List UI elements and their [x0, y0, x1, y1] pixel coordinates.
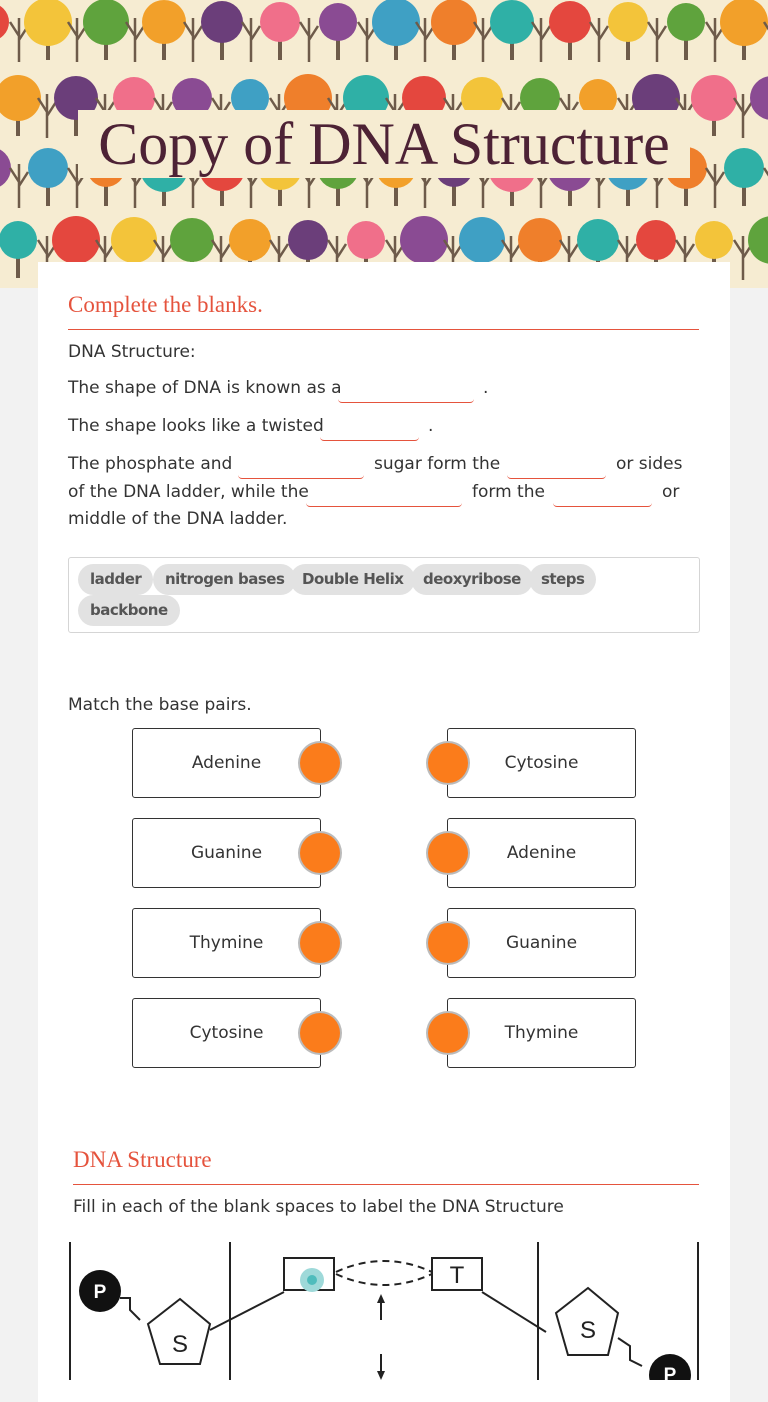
sugar-label: S	[171, 1331, 189, 1358]
match-connector-dot-right[interactable]	[428, 833, 468, 873]
match-left-item[interactable]: Guanine	[132, 818, 321, 888]
q1-text-after: .	[483, 378, 489, 398]
match-connector-dot-left[interactable]	[300, 743, 340, 783]
q3-text-part6: or	[662, 482, 680, 502]
match-connector-dot-left[interactable]	[300, 833, 340, 873]
match-left-item[interactable]: Cytosine	[132, 998, 321, 1068]
q3-text-part4: of the DNA ladder, while the	[68, 482, 309, 502]
q3-text-part2: sugar form the	[374, 454, 501, 474]
word-chip-backbone[interactable]: backbone	[78, 595, 180, 626]
blank-field-4[interactable]	[507, 459, 606, 479]
section-heading-blanks: Complete the blanks.	[68, 292, 263, 317]
match-connector-dot-right[interactable]	[428, 1013, 468, 1053]
word-bank	[68, 557, 700, 633]
header-banner	[0, 0, 768, 288]
sugar-label: S	[579, 1317, 597, 1344]
match-connector-dot-left[interactable]	[300, 1013, 340, 1053]
page-title: Copy of DNA Structure	[78, 110, 690, 178]
match-right-item[interactable]: Thymine	[447, 998, 636, 1068]
word-chip-deoxyribose[interactable]: deoxyribose	[411, 564, 533, 595]
section-divider	[68, 329, 699, 330]
q3-text-part5: form the	[472, 482, 545, 502]
dna-structure-diagram	[68, 1240, 700, 1380]
section-divider	[73, 1184, 699, 1185]
blank-field-5[interactable]	[306, 487, 462, 507]
match-left-item[interactable]: Thymine	[132, 908, 321, 978]
phosphate-label: P	[663, 1365, 677, 1380]
match-left-item[interactable]: Adenine	[132, 728, 321, 798]
base-label: T	[449, 1262, 465, 1289]
q2-text-before: The shape looks like a twisted	[68, 416, 324, 436]
match-instruction: Match the base pairs.	[68, 695, 252, 715]
q3-text-part7: middle of the DNA ladder.	[68, 509, 288, 529]
match-connector-dot-left[interactable]	[300, 923, 340, 963]
word-chip-nitrogen-bases[interactable]: nitrogen bases	[153, 564, 296, 595]
q3-text-part3: or sides	[616, 454, 683, 474]
match-connector-dot-right[interactable]	[428, 743, 468, 783]
diagram-instruction: Fill in each of the blank spaces to label the DNA Structure	[73, 1197, 564, 1217]
q1-text-before: The shape of DNA is known as a	[68, 378, 342, 398]
match-connector-dot-right[interactable]	[428, 923, 468, 963]
intro-text: DNA Structure:	[68, 342, 196, 362]
match-right-item[interactable]: Adenine	[447, 818, 636, 888]
word-chip-double-helix[interactable]: Double Helix	[290, 564, 415, 595]
blank-field-1[interactable]	[338, 383, 474, 403]
q3-text-part1: The phosphate and	[68, 454, 233, 474]
word-chip-steps[interactable]: steps	[529, 564, 596, 595]
blank-field-3[interactable]	[238, 459, 364, 479]
q2-text-after: .	[428, 416, 434, 436]
blank-field-6[interactable]	[553, 487, 652, 507]
match-right-item[interactable]: Cytosine	[447, 728, 636, 798]
word-chip-ladder[interactable]: ladder	[78, 564, 153, 595]
phosphate-label: P	[93, 1282, 107, 1303]
section-heading-dna-structure: DNA Structure	[73, 1147, 212, 1172]
match-right-item[interactable]: Guanine	[447, 908, 636, 978]
blank-field-2[interactable]	[320, 421, 419, 441]
